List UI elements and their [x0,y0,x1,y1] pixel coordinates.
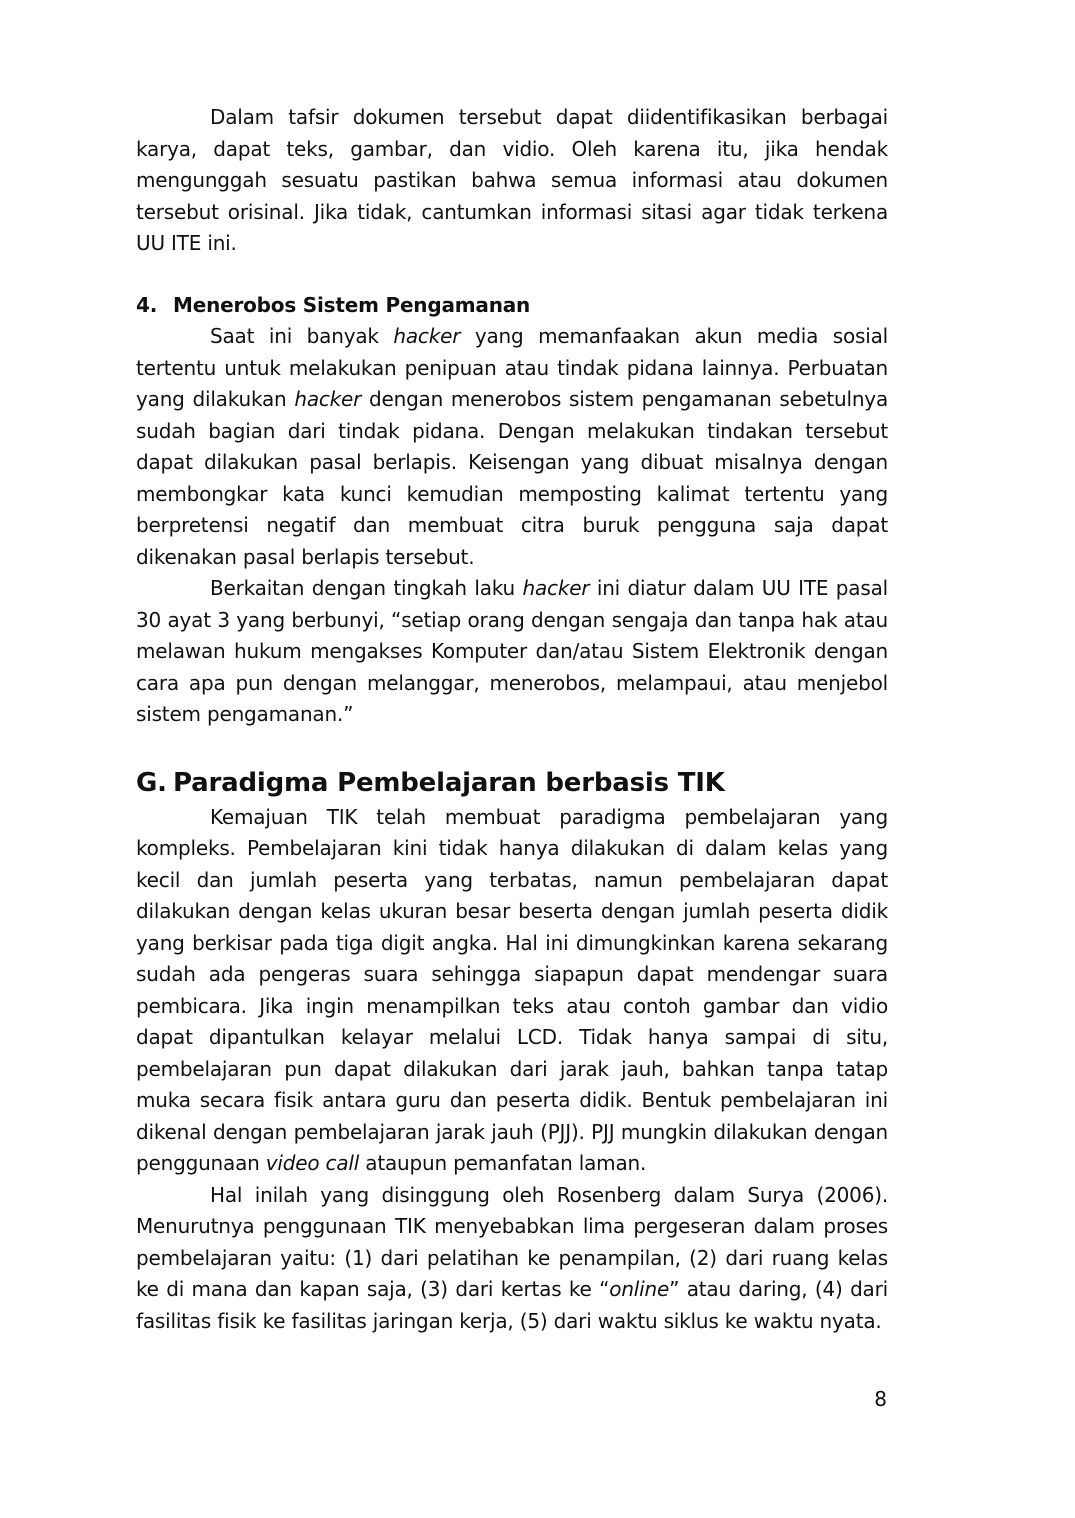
text-run: ” atau daring, (4) dari fasilitas fisik ke fasilitas jaringan kerja, (5) dari waktu siklus ke waktu nyata. [136,1277,888,1333]
paragraph-hacker-1 [136,321,888,573]
section-4-number: 4. [136,292,158,317]
section-g-letter: G. [136,767,167,798]
text-run: yang memanfaakan akun media sosial tertentu untuk melakukan penipuan atau tindak pidana lainnya. Perbuatan yang dilakukan [136,324,889,411]
text-run: Saat ini banyak [210,324,394,348]
page-content [136,102,888,1337]
section-g-title: Paradigma Pembelajaran berbasis TIK [173,767,725,798]
section-4-heading [136,290,888,322]
text-run: Berkaitan dengan tingkah laku [210,576,523,600]
text-run: Hal inilah yang disinggung oleh Rosenberg dalam Surya (2006). Menurutnya penggunaan TIK menyebabkan lima pergeseran dalam proses pembelajaran yaitu: (1) dari pelatihan ke penampilan, (2) dari ruang kelas ke di mana dan kapan saja, (3) dari kertas ke “ [136,1182,888,1301]
paragraph-paradigma-2 [136,1180,888,1338]
text-run: ataupun pemanfatan laman. [359,1151,647,1175]
section-g-heading [136,731,888,802]
text-run: dengan menerobos sistem pengamanan sebetulnya sudah bagian dari tindak pidana. Dengan melakukan tindakan tersebut dapat dilakukan pasal berlapis. Keisengan yang dibuat misalnya dengan membongkar kata kunci kemudian memposting kalimat tertentu yang berpretensi negatif dan membuat citra buruk pengguna saja dapat dikenakan pasal berlapis tersebut. [136,387,888,569]
paragraph-paradigma-1 [136,802,888,1180]
paragraph-dokumen: Dalam tafsir dokumen tersebut dapat diidentifikasikan berbagai karya, dapat teks, gambar, dan vidio. Oleh karena itu, jika hendak mengunggah sesuatu pastikan bahwa semua informasi atau dokumen tersebut orisinal. Jika tidak, cantumkan informasi sitasi agar tidak terkena UU ITE ini. [136,105,888,255]
italic-term: hacker [393,324,461,348]
text-run: Kemajuan TIK telah membuat paradigma pembelajaran yang kompleks. Pembelajaran kini tidak hanya dilakukan di dalam kelas yang kecil dan jumlah peserta yang terbatas, namun pembelajaran dapat dilakukan dengan kelas ukuran besar beserta dengan jumlah peserta didik yang berkisar pada tiga digit angka. Hal ini dimungkinkan karena sekarang sudah ada pengeras suara sehingga siapapun dapat mendengar suara pembicara. Jika ingin menampilkan teks atau contoh gambar dan vidio dapat dipantulkan kelayar melalui LCD. Tidak hanya sampai di situ, pembelajaran pun dapat dilakukan dari jarak jauh, bahkan tanpa tatap muka secara fisik antara guru dan peserta didik. Bentuk pembelajaran ini dikenal dengan pembelajaran jarak jauh (PJJ). PJJ mungkin dilakukan dengan penggunaan [136,804,888,1175]
italic-term: hacker [522,576,590,600]
text-run: ini diatur dalam UU ITE pasal 30 ayat 3 yang berbunyi, “setiap orang dengan sengaja dan tanpa hak atau melawan hukum mengakses Komputer dan/atau Sistem Elektronik dengan cara apa pun dengan melanggar, menerobos, melampaui, atau menjebol sistem pengamanan.” [136,576,888,726]
italic-term: online [609,1277,670,1301]
italic-term: hacker [294,387,362,411]
section-4-title: Menerobos Sistem Pengamanan [173,292,531,317]
paragraph-hacker-2 [136,573,888,731]
italic-term: video call [265,1151,360,1175]
page-number: 8 [874,1387,887,1411]
